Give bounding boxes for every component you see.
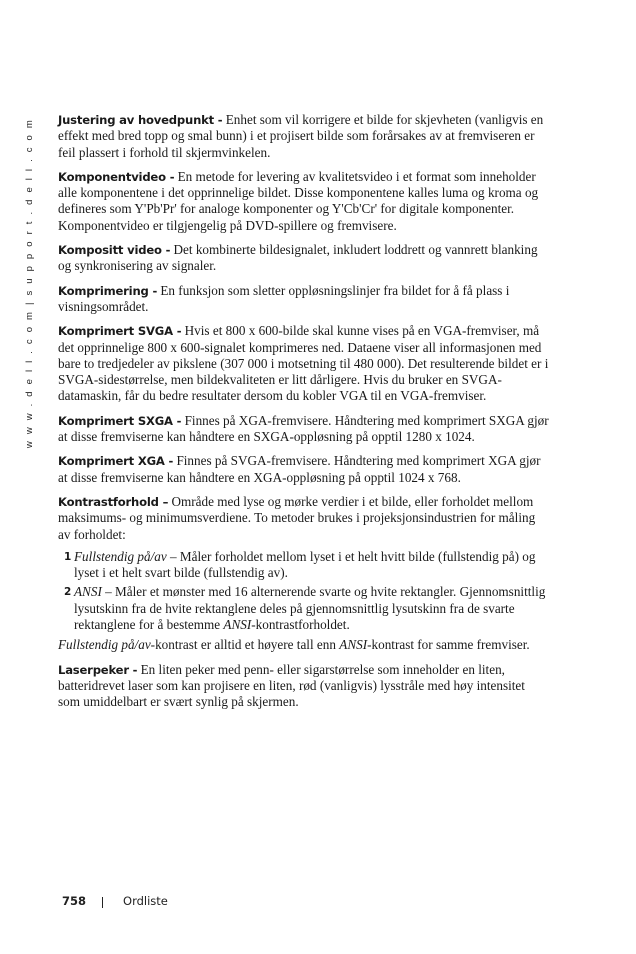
entry-term: Komprimert XGA - <box>58 454 174 469</box>
method-name: ANSI <box>74 584 102 600</box>
entry-text: En metode for levering av kvalitetsvideo i et format som inneholder alle komponentene i det opprinnelige bildet. Disse komponentene kalles luma og kroma og defineres som Y'Pb'Pr' for analoge komponenter og Y'Cb'Cr' for digitale komponenter. Komponentvideo er tilgjengelig på DVD-spillere og fremvisere. <box>58 168 539 233</box>
method-text: – Måler forholdet mellom lyset i et helt hvitt bilde (fullstendig på) og lyset i et helt svart bilde (fullstendig av). <box>74 548 536 581</box>
entry-text: Hvis et 800 x 600-bilde skal kunne vises på en VGA-fremviser, må det opprinnelige 800 x 600-signalet komprimeres ned. Dataene viser all informasjonen med bare to tredjedeler av pikslene (307 000 i motsetning til 480 000). Det resulterende bildet er i SVGA-sidestørrelse, men bildekvaliteten er litt dårligere. Hvis du bruker en SVGA-datamaskin, får du bedre resultater dersom du kobler VGA til en VGA-fremviser. <box>58 323 549 404</box>
method-text-end: -kontrastforholdet. <box>251 617 350 633</box>
glossary-entry <box>58 283 550 316</box>
glossary-entry <box>58 413 550 446</box>
glossary-content <box>58 112 550 719</box>
contrast-method-list <box>58 549 550 633</box>
glossary-entry <box>58 169 550 234</box>
entry-term: Komprimert SVGA - <box>58 324 182 339</box>
glossary-entry <box>58 453 550 486</box>
glossary-entry <box>58 662 550 711</box>
entry-term: Laserpeker - <box>58 662 138 677</box>
list-number: 2 <box>64 586 72 599</box>
glossary-entry <box>58 242 550 275</box>
section-name: Ordliste <box>123 893 168 908</box>
glossary-entry <box>58 494 550 543</box>
entry-text: Det kombinerte bildesignalet, inkludert loddrett og vannrett blanking og synkronisering av signaler. <box>58 242 538 274</box>
glossary-entry <box>58 323 550 404</box>
page-number: 758 <box>62 893 87 908</box>
entry-text: En liten peker med penn- eller sigarstørrelse som inneholder en liten, batteridrevet laser som kan projisere en liten, rød (vanligvis) lysstråle med høy intensitet som umiddelbart er svært synlig på skjermen. <box>58 661 525 710</box>
entry-term: Komponentvideo - <box>58 169 175 184</box>
note-text-2: -kontrast for samme fremviser. <box>367 637 530 653</box>
entry-text: En funksjon som sletter oppløsningslinjer fra bildet for å få plass i visningsområdet. <box>58 282 510 314</box>
note-em-2: ANSI <box>339 637 368 653</box>
entry-text: Finnes på XGA-fremvisere. Håndtering med komprimert SXGA gjør at disse fremviserne kan håndtere en SXGA-oppløsning på opptil 1280 x 1024. <box>58 412 549 445</box>
list-item <box>58 549 550 582</box>
entry-term: Komprimert SXGA - <box>58 413 182 428</box>
entry-text: Enhet som vil korrigere et bilde for skjevheten (vanligvis en effekt med bred topp og smal bunn) i et projisert bilde som forårsakes av at fremviseren er feil plassert i forhold til skjermvinkelen. <box>58 112 544 160</box>
entry-text: Finnes på SVGA-fremvisere. Håndtering med komprimert XGA gjør at disse fremviserne kan håndtere en XGA-oppløsning på opptil 1024 x 768. <box>58 453 541 485</box>
footer-divider <box>102 897 103 908</box>
method-text: – Måler et mønster med 16 alternerende svarte og hvite rektangler. Gjennomsnittlig lysutskinn fra de hvite rektanglene deles på gjennomsnittlig lysutskinn fra de svarte rektanglene for å bestemme <box>74 584 546 633</box>
method-name: Fullstendig på/av <box>74 548 167 564</box>
note-text-1: -kontrast er alltid et høyere tall enn <box>150 637 340 653</box>
entry-term: Komprimering - <box>58 283 158 298</box>
glossary-entry <box>58 112 550 161</box>
entry-term: Kompositt video - <box>58 243 171 258</box>
entry-term: Justering av hovedpunkt - <box>58 113 223 127</box>
list-number: 1 <box>64 550 72 563</box>
contrast-note <box>58 637 550 653</box>
entry-term: Kontrastforhold – <box>58 494 169 509</box>
list-item <box>58 584 550 633</box>
note-em-1: Fullstendig på/av <box>58 637 151 653</box>
page-footer <box>62 893 168 908</box>
method-name-ref: ANSI <box>223 617 252 633</box>
entry-text: Område med lyse og mørke verdier i et bilde, eller forholdet mellom maksimums- og minimumsverdiene. To metoder brukes i projeksjonsindustrien for måling av forholdet: <box>58 493 536 542</box>
side-url: w w w . d e l l . c o m | s u p p o r t . d e l l . c o m <box>24 118 35 449</box>
